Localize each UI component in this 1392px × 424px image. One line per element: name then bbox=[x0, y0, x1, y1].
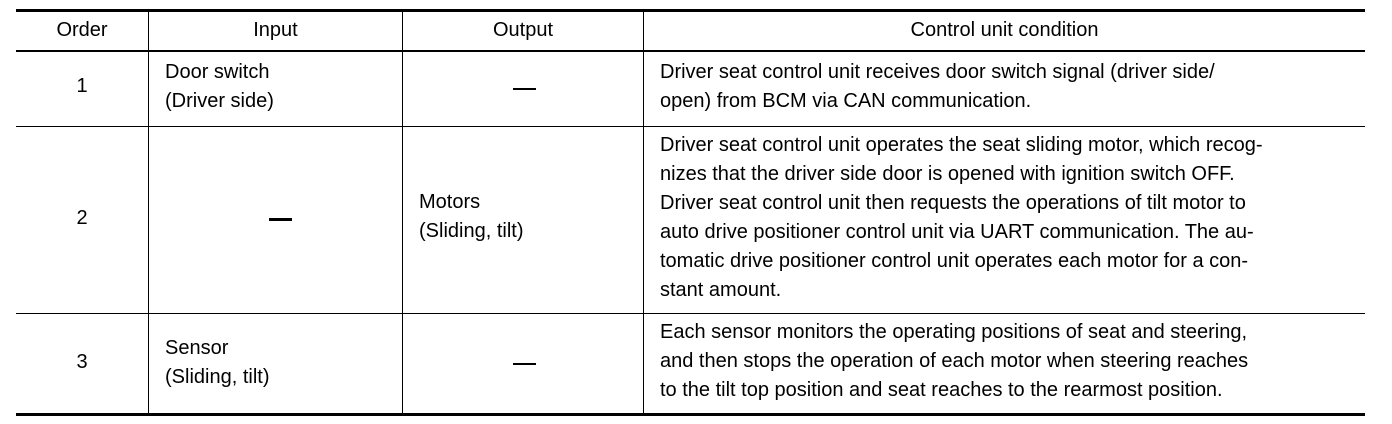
em-dash-mark bbox=[513, 363, 536, 365]
output-cell-line: Motors bbox=[419, 191, 481, 213]
row-separator bbox=[16, 126, 1365, 127]
header-condition: Control unit condition bbox=[910, 19, 1099, 41]
condition-line: Driver seat control unit operates the seat sliding motor, which recog- bbox=[660, 134, 1263, 156]
condition-line: tomatic drive positioner control unit operates each motor for a con- bbox=[660, 250, 1249, 272]
header-output: Output bbox=[492, 19, 554, 41]
order-cell: 2 bbox=[76, 207, 88, 229]
condition-line: auto drive positioner control unit via UART communication. The au- bbox=[660, 221, 1254, 243]
condition-line: and then stops the operation of each motor when steering reaches bbox=[660, 350, 1249, 372]
condition-line: Driver seat control unit then requests the operations of tilt motor to bbox=[660, 192, 1246, 214]
em-dash-mark bbox=[269, 218, 292, 221]
order-cell: 3 bbox=[76, 351, 88, 373]
header-order: Order bbox=[56, 19, 108, 41]
order-cell: 1 bbox=[76, 75, 88, 97]
output-dash-text bbox=[403, 72, 643, 101]
condition-line: Each sensor monitors the operating positions of seat and steering, bbox=[660, 321, 1248, 343]
condition-line: open) from BCM via CAN communication. bbox=[660, 90, 1032, 112]
output-cell-line: (Sliding, tilt) bbox=[419, 220, 524, 242]
input-cell-line: (Sliding, tilt) bbox=[165, 366, 270, 388]
input-cell-line: Door switch bbox=[165, 61, 270, 83]
input-cell-line: Sensor bbox=[165, 337, 229, 359]
header-input: Input bbox=[253, 19, 298, 41]
em-dash-mark bbox=[513, 88, 536, 90]
table-top-rule bbox=[16, 9, 1365, 12]
condition-line: nizes that the driver side door is opened with ignition switch OFF. bbox=[660, 163, 1235, 185]
condition-line: to the tilt top position and seat reaches to the rearmost position. bbox=[660, 379, 1223, 401]
row-separator bbox=[16, 313, 1365, 314]
table-bottom-rule bbox=[16, 413, 1365, 416]
condition-line: Driver seat control unit receives door switch signal (driver side/ bbox=[660, 61, 1215, 83]
condition-line: stant amount. bbox=[660, 279, 782, 301]
header-separator bbox=[16, 50, 1365, 52]
input-cell-line: (Driver side) bbox=[165, 90, 274, 112]
